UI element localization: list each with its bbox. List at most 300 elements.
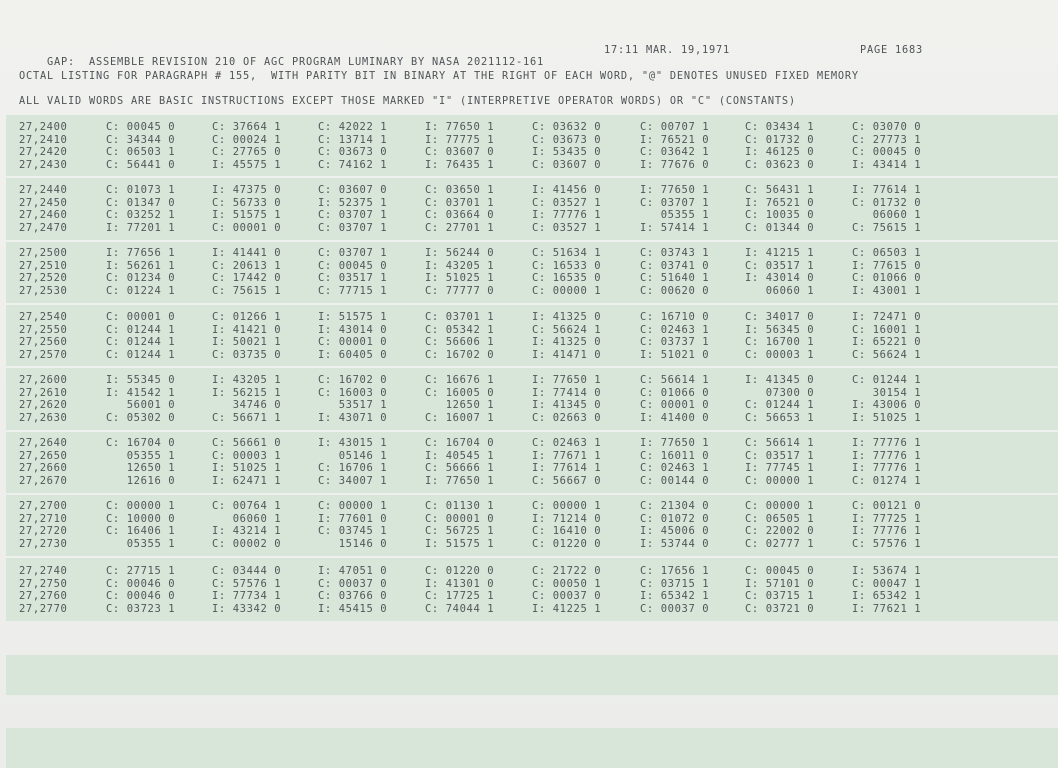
- listing-word: C: 01266 1: [212, 311, 282, 323]
- listing-word: I: 43001 1: [852, 284, 922, 297]
- listing-word: C: 00764 1: [212, 500, 282, 512]
- listing-word: I: 77734 1: [212, 590, 282, 603]
- listing-word: C: 00045 0: [106, 121, 176, 133]
- listing-word: C: 34017 0: [745, 311, 815, 323]
- listing-word: C: 21304 0: [640, 500, 710, 512]
- listing-word: C: 01224 1: [106, 284, 176, 297]
- greenbar-stripe: [6, 655, 1058, 695]
- listing-word: I: 77650 1: [640, 437, 710, 449]
- listing-word: C: 03664 0: [425, 209, 495, 222]
- listing-word: 06060 1: [212, 512, 282, 525]
- listing-word: C: 03673 0: [318, 146, 388, 159]
- listing-address: 27,2660: [19, 462, 68, 475]
- listing-word: C: 00045 0: [852, 146, 922, 159]
- listing-word: 30154 1: [852, 386, 922, 399]
- listing-address: 27,2760: [19, 590, 68, 603]
- listing-word: I: 41421 0: [212, 323, 282, 336]
- listing-word: C: 03707 1: [318, 247, 388, 259]
- listing-word: C: 74162 1: [318, 158, 388, 171]
- listing-word: I: 41456 0: [532, 184, 602, 196]
- listing-word: C: 00037 0: [532, 590, 602, 603]
- listing-word: 05355 1: [640, 209, 710, 222]
- listing-word: C: 01073 1: [106, 184, 176, 196]
- listing-word: I: 51025 1: [425, 272, 495, 285]
- listing-word: C: 03735 0: [212, 348, 282, 361]
- header-title: GAP: ASSEMBLE REVISION 210 OF AGC PROGRAM LUMINARY BY NASA 2021112-161: [47, 56, 544, 68]
- listing-word: C: 01066 0: [640, 386, 710, 399]
- listing-word: C: 01234 0: [106, 272, 176, 285]
- listing-word: I: 43071 0: [318, 411, 388, 424]
- listing-word: C: 16676 1: [425, 374, 495, 386]
- listing-word: I: 41325 0: [532, 311, 602, 323]
- listing-word: C: 00003 1: [745, 348, 815, 361]
- listing-word: C: 03434 1: [745, 121, 815, 133]
- listing-word: 15146 0: [318, 537, 388, 550]
- listing-address: 27,2700: [19, 500, 68, 512]
- listing-word: C: 00001 0: [640, 399, 710, 412]
- listing-word: I: 47051 0: [318, 565, 388, 577]
- listing-word: I: 77650 1: [425, 121, 495, 133]
- listing-word: I: 77776 1: [852, 437, 922, 449]
- listing-word: C: 00000 1: [318, 500, 388, 512]
- listing-word: I: 41400 0: [640, 411, 710, 424]
- listing-word: I: 76521 0: [640, 133, 710, 146]
- listing-address: 27,2600: [19, 374, 68, 386]
- listing-word: C: 03721 0: [745, 602, 815, 615]
- listing-word: C: 02463 1: [640, 323, 710, 336]
- listing-address: 27,2440: [19, 184, 68, 196]
- listing-word: C: 00003 1: [212, 449, 282, 462]
- listing-word: I: 51025 1: [212, 462, 282, 475]
- listing-word: I: 77614 1: [532, 462, 602, 475]
- listing-word: 34746 0: [212, 399, 282, 412]
- listing-word: I: 41542 1: [106, 386, 176, 399]
- listing-word: I: 43014 0: [318, 323, 388, 336]
- listing-word: C: 02777 1: [745, 537, 815, 550]
- listing-word: C: 03707 1: [318, 209, 388, 222]
- greenbar-stripe: [6, 728, 1058, 768]
- listing-word: I: 41215 1: [745, 247, 815, 259]
- listing-word: C: 20613 1: [212, 259, 282, 272]
- listing-word: C: 03743 1: [640, 247, 710, 259]
- listing-word: I: 72471 0: [852, 311, 922, 323]
- listing-word: C: 03673 0: [532, 133, 602, 146]
- listing-word: C: 03623 0: [745, 158, 815, 171]
- listing-word: I: 77615 0: [852, 259, 922, 272]
- listing-word: I: 43014 0: [745, 272, 815, 285]
- listing-word: C: 22002 0: [745, 525, 815, 538]
- listing-word: C: 16406 1: [106, 525, 176, 538]
- listing-word: I: 77601 0: [318, 512, 388, 525]
- listing-word: I: 60405 0: [318, 348, 388, 361]
- listing-word: C: 56614 1: [640, 374, 710, 386]
- listing-word: C: 00001 0: [106, 311, 176, 323]
- listing-word: C: 56606 1: [425, 336, 495, 349]
- listing-address: 27,2730: [19, 537, 68, 550]
- listing-word: C: 03517 1: [745, 259, 815, 272]
- listing-address: 27,2610: [19, 386, 68, 399]
- listing-word: C: 03252 1: [106, 209, 176, 222]
- stripe-gap: [6, 176, 1058, 178]
- listing-word: C: 42022 1: [318, 121, 388, 133]
- listing-word: I: 51575 1: [425, 537, 495, 550]
- listing-word: C: 01066 0: [852, 272, 922, 285]
- listing-word: I: 51021 0: [640, 348, 710, 361]
- listing-word: I: 77775 1: [425, 133, 495, 146]
- listing-word: C: 03745 1: [318, 525, 388, 538]
- listing-address: 27,2510: [19, 259, 68, 272]
- listing-word: I: 56244 0: [425, 247, 495, 259]
- listing-word: I: 41471 0: [532, 348, 602, 361]
- listing-word: C: 01344 0: [745, 221, 815, 234]
- listing-word: C: 10000 0: [106, 512, 176, 525]
- listing-word: C: 03527 1: [532, 221, 602, 234]
- listing-word: C: 03517 1: [318, 272, 388, 285]
- listing-word: C: 00050 1: [532, 577, 602, 590]
- listing-word: I: 57414 1: [640, 221, 710, 234]
- listing-word: 12616 0: [106, 474, 176, 487]
- listing-word: C: 03607 0: [532, 158, 602, 171]
- listing-word: I: 65342 1: [852, 590, 922, 603]
- listing-word: C: 16533 0: [532, 259, 602, 272]
- listing-word: C: 03632 0: [532, 121, 602, 133]
- listing-word: I: 41301 0: [425, 577, 495, 590]
- listing-word: C: 01220 0: [532, 537, 602, 550]
- listing-word: C: 56624 1: [532, 323, 602, 336]
- listing-word: C: 56733 0: [212, 196, 282, 209]
- listing-word: I: 76435 1: [425, 158, 495, 171]
- listing-word: C: 16011 0: [640, 449, 710, 462]
- listing-word: C: 27715 1: [106, 565, 176, 577]
- listing-word: 07300 0: [745, 386, 815, 399]
- listing-word: I: 43006 0: [852, 399, 922, 412]
- listing-word: I: 77650 1: [532, 374, 602, 386]
- listing-word: C: 03741 0: [640, 259, 710, 272]
- listing-address: 27,2740: [19, 565, 68, 577]
- listing-word: I: 52375 1: [318, 196, 388, 209]
- listing-word: C: 75615 1: [212, 284, 282, 297]
- listing-word: C: 01244 1: [106, 323, 176, 336]
- listing-word: I: 51575 1: [318, 311, 388, 323]
- listing-word: C: 03607 0: [318, 184, 388, 196]
- listing-word: C: 16003 0: [318, 386, 388, 399]
- listing-word: C: 01732 0: [852, 196, 922, 209]
- listing-word: C: 03607 0: [425, 146, 495, 159]
- listing-word: C: 56667 0: [532, 474, 602, 487]
- listing-word: C: 16700 1: [745, 336, 815, 349]
- listing-word: C: 06505 1: [745, 512, 815, 525]
- listing-word: C: 57576 1: [852, 537, 922, 550]
- header-line-2: OCTAL LISTING FOR PARAGRAPH # 155, WITH PARITY BIT IN BINARY AT THE RIGHT OF EACH WORD, "@" DENOTES UNUSED FIXED MEMORY: [19, 70, 859, 82]
- listing-word: C: 21722 0: [532, 565, 602, 577]
- listing-word: 12650 1: [425, 399, 495, 412]
- listing-word: I: 55345 0: [106, 374, 176, 386]
- listing-word: C: 77715 1: [318, 284, 388, 297]
- listing-word: C: 01244 1: [106, 348, 176, 361]
- listing-word: C: 02663 0: [532, 411, 602, 424]
- listing-word: C: 74044 1: [425, 602, 495, 615]
- listing-word: C: 16702 0: [425, 348, 495, 361]
- listing-word: C: 01347 0: [106, 196, 176, 209]
- listing-word: C: 06503 1: [852, 247, 922, 259]
- listing-word: 56001 0: [106, 399, 176, 412]
- listing-word: C: 56671 1: [212, 411, 282, 424]
- listing-word: C: 16710 0: [640, 311, 710, 323]
- header-line-3: ALL VALID WORDS ARE BASIC INSTRUCTIONS EXCEPT THOSE MARKED "I" (INTERPRETIVE OPERATOR WORDS) OR "C" (CONSTANTS): [19, 95, 796, 107]
- listing-word: C: 27773 1: [852, 133, 922, 146]
- listing-word: I: 53744 0: [640, 537, 710, 550]
- listing-word: I: 41325 0: [532, 336, 602, 349]
- listing-address: 27,2770: [19, 602, 68, 615]
- listing-word: I: 62471 1: [212, 474, 282, 487]
- listing-word: C: 51640 1: [640, 272, 710, 285]
- listing-word: I: 76521 0: [745, 196, 815, 209]
- listing-word: C: 56624 1: [852, 348, 922, 361]
- listing-word: C: 16706 1: [318, 462, 388, 475]
- listing-address: 27,2520: [19, 272, 68, 285]
- listing-word: C: 56614 1: [745, 437, 815, 449]
- listing-word: C: 56666 1: [425, 462, 495, 475]
- listing-word: C: 56661 0: [212, 437, 282, 449]
- listing-word: C: 03723 1: [106, 602, 176, 615]
- stripe-gap: [6, 430, 1058, 432]
- listing-word: C: 00001 0: [425, 512, 495, 525]
- listing-address: 27,2620: [19, 399, 68, 412]
- listing-word: C: 02463 1: [532, 437, 602, 449]
- listing-word: C: 16007 1: [425, 411, 495, 424]
- listing-address: 27,2420: [19, 146, 68, 159]
- listing-word: C: 03650 1: [425, 184, 495, 196]
- listing-word: I: 53674 1: [852, 565, 922, 577]
- listing-word: C: 03701 1: [425, 311, 495, 323]
- listing-word: C: 56441 0: [106, 158, 176, 171]
- listing-word: I: 51025 1: [852, 411, 922, 424]
- listing-word: C: 17656 1: [640, 565, 710, 577]
- listing-word: C: 03766 0: [318, 590, 388, 603]
- listing-word: C: 37664 1: [212, 121, 282, 133]
- listing-word: C: 00045 0: [745, 565, 815, 577]
- listing-word: I: 43205 1: [425, 259, 495, 272]
- listing-address: 27,2430: [19, 158, 68, 171]
- listing-word: I: 51575 1: [212, 209, 282, 222]
- listing-word: I: 77650 1: [640, 184, 710, 196]
- listing-word: I: 65221 0: [852, 336, 922, 349]
- stripe-gap: [6, 366, 1058, 368]
- listing-word: I: 43414 1: [852, 158, 922, 171]
- listing-address: 27,2460: [19, 209, 68, 222]
- listing-address: 27,2670: [19, 474, 68, 487]
- listing-word: C: 17442 0: [212, 272, 282, 285]
- listing-word: 06060 1: [745, 284, 815, 297]
- stripe-gap: [6, 240, 1058, 242]
- listing-word: C: 00002 0: [212, 537, 282, 550]
- listing-address: 27,2450: [19, 196, 68, 209]
- listing-word: I: 56215 1: [212, 386, 282, 399]
- listing-word: I: 65342 1: [640, 590, 710, 603]
- listing-word: C: 05342 1: [425, 323, 495, 336]
- listing-word: I: 43015 1: [318, 437, 388, 449]
- listing-word: I: 56261 1: [106, 259, 176, 272]
- listing-word: I: 77776 1: [532, 209, 602, 222]
- listing-word: C: 03642 1: [640, 146, 710, 159]
- listing-word: I: 77614 1: [852, 184, 922, 196]
- listing-word: C: 16410 0: [532, 525, 602, 538]
- listing-word: I: 45575 1: [212, 158, 282, 171]
- listing-word: I: 43214 1: [212, 525, 282, 538]
- listing-word: I: 77201 1: [106, 221, 176, 234]
- listing-word: I: 41345 0: [745, 374, 815, 386]
- listing-word: C: 03707 1: [318, 221, 388, 234]
- listing-word: I: 40545 1: [425, 449, 495, 462]
- listing-word: I: 77745 1: [745, 462, 815, 475]
- listing-word: I: 47375 0: [212, 184, 282, 196]
- listing-word: C: 16001 1: [852, 323, 922, 336]
- listing-address: 27,2750: [19, 577, 68, 590]
- listing-address: 27,2550: [19, 323, 68, 336]
- listing-word: 05146 1: [318, 449, 388, 462]
- listing-word: C: 00000 1: [745, 474, 815, 487]
- listing-word: C: 05302 0: [106, 411, 176, 424]
- listing-word: C: 27765 0: [212, 146, 282, 159]
- listing-word: I: 77725 1: [852, 512, 922, 525]
- listing-word: C: 03701 1: [425, 196, 495, 209]
- listing-address: 27,2720: [19, 525, 68, 538]
- listing-word: I: 77656 1: [106, 247, 176, 259]
- listing-word: C: 03444 0: [212, 565, 282, 577]
- listing-word: C: 00047 1: [852, 577, 922, 590]
- listing-word: C: 01072 0: [640, 512, 710, 525]
- listing-word: C: 00045 0: [318, 259, 388, 272]
- listing-word: C: 01732 0: [745, 133, 815, 146]
- listing-address: 27,2410: [19, 133, 68, 146]
- listing-word: C: 01274 1: [852, 474, 922, 487]
- listing-word: C: 00000 1: [106, 500, 176, 512]
- listing-word: C: 56725 1: [425, 525, 495, 538]
- listing-word: C: 10035 0: [745, 209, 815, 222]
- listing-word: C: 56431 1: [745, 184, 815, 196]
- listing-word: C: 03517 1: [745, 449, 815, 462]
- listing-word: C: 00620 0: [640, 284, 710, 297]
- listing-word: C: 00037 0: [318, 577, 388, 590]
- listing-word: C: 16702 0: [318, 374, 388, 386]
- listing-word: I: 41225 1: [532, 602, 602, 615]
- listing-word: C: 27701 1: [425, 221, 495, 234]
- listing-address: 27,2470: [19, 221, 68, 234]
- listing-word: I: 77776 1: [852, 462, 922, 475]
- listing-word: C: 01244 1: [852, 374, 922, 386]
- listing-word: 53517 1: [318, 399, 388, 412]
- listing-word: C: 03715 1: [640, 577, 710, 590]
- listing-word: 06060 1: [852, 209, 922, 222]
- listing-word: C: 00046 0: [106, 577, 176, 590]
- listing-word: C: 34344 0: [106, 133, 176, 146]
- listing-word: 05355 1: [106, 537, 176, 550]
- listing-word: C: 77777 0: [425, 284, 495, 297]
- listing-word: C: 03070 0: [852, 121, 922, 133]
- listing-word: C: 02463 1: [640, 462, 710, 475]
- listing-address: 27,2400: [19, 121, 68, 133]
- stripe-gap: [6, 556, 1058, 558]
- listing-word: C: 01220 0: [425, 565, 495, 577]
- stripe-gap: [6, 493, 1058, 495]
- listing-word: C: 03737 1: [640, 336, 710, 349]
- listing-word: C: 00046 0: [106, 590, 176, 603]
- listing-word: C: 16535 0: [532, 272, 602, 285]
- listing-word: C: 34007 1: [318, 474, 388, 487]
- listing-word: C: 00037 0: [640, 602, 710, 615]
- listing-word: C: 01244 1: [745, 399, 815, 412]
- listing-word: C: 16704 0: [425, 437, 495, 449]
- listing-word: C: 00001 0: [318, 336, 388, 349]
- listing-word: C: 00000 1: [745, 500, 815, 512]
- listing-word: C: 01130 1: [425, 500, 495, 512]
- listing-word: I: 77671 1: [532, 449, 602, 462]
- listing-word: C: 03527 1: [532, 196, 602, 209]
- listing-word: I: 53435 0: [532, 146, 602, 159]
- listing-word: I: 77621 1: [852, 602, 922, 615]
- listing-word: C: 16005 0: [425, 386, 495, 399]
- listing-word: I: 43205 1: [212, 374, 282, 386]
- listing-word: I: 45415 0: [318, 602, 388, 615]
- listing-word: C: 57576 1: [212, 577, 282, 590]
- listing-word: I: 77676 0: [640, 158, 710, 171]
- listing-word: C: 00000 1: [532, 500, 602, 512]
- listing-word: C: 01244 1: [106, 336, 176, 349]
- listing-word: I: 77776 1: [852, 449, 922, 462]
- listing-address: 27,2560: [19, 336, 68, 349]
- listing-word: 12650 1: [106, 462, 176, 475]
- listing-word: C: 00121 0: [852, 500, 922, 512]
- listing-word: I: 77776 1: [852, 525, 922, 538]
- header-time: 17:11 MAR. 19,1971: [604, 44, 730, 56]
- listing-word: I: 46125 0: [745, 146, 815, 159]
- listing-address: 27,2500: [19, 247, 68, 259]
- listing-word: C: 06503 1: [106, 146, 176, 159]
- greenbar-stripe: [6, 618, 1058, 621]
- listing-word: C: 51634 1: [532, 247, 602, 259]
- listing-word: C: 16704 0: [106, 437, 176, 449]
- listing-address: 27,2640: [19, 437, 68, 449]
- header-page-number: PAGE 1683: [860, 44, 923, 56]
- listing-word: C: 75615 1: [852, 221, 922, 234]
- listing-word: I: 45006 0: [640, 525, 710, 538]
- listing-word: C: 00707 1: [640, 121, 710, 133]
- listing-word: C: 13714 1: [318, 133, 388, 146]
- listing-word: 05355 1: [106, 449, 176, 462]
- listing-word: C: 00000 1: [532, 284, 602, 297]
- listing-word: I: 71214 0: [532, 512, 602, 525]
- listing-word: C: 03715 1: [745, 590, 815, 603]
- listing-address: 27,2650: [19, 449, 68, 462]
- listing-address: 27,2540: [19, 311, 68, 323]
- listing-word: I: 56345 0: [745, 323, 815, 336]
- listing-word: I: 77414 0: [532, 386, 602, 399]
- listing-word: C: 00024 1: [212, 133, 282, 146]
- listing-word: C: 03707 1: [640, 196, 710, 209]
- listing-address: 27,2570: [19, 348, 68, 361]
- listing-address: 27,2710: [19, 512, 68, 525]
- listing-word: I: 57101 0: [745, 577, 815, 590]
- listing-word: I: 43342 0: [212, 602, 282, 615]
- listing-word: I: 41345 0: [532, 399, 602, 412]
- listing-address: 27,2530: [19, 284, 68, 297]
- listing-word: I: 41441 0: [212, 247, 282, 259]
- listing-word: C: 17725 1: [425, 590, 495, 603]
- listing-word: I: 50021 1: [212, 336, 282, 349]
- listing-word: I: 77650 1: [425, 474, 495, 487]
- listing-address: 27,2630: [19, 411, 68, 424]
- listing-word: C: 00144 0: [640, 474, 710, 487]
